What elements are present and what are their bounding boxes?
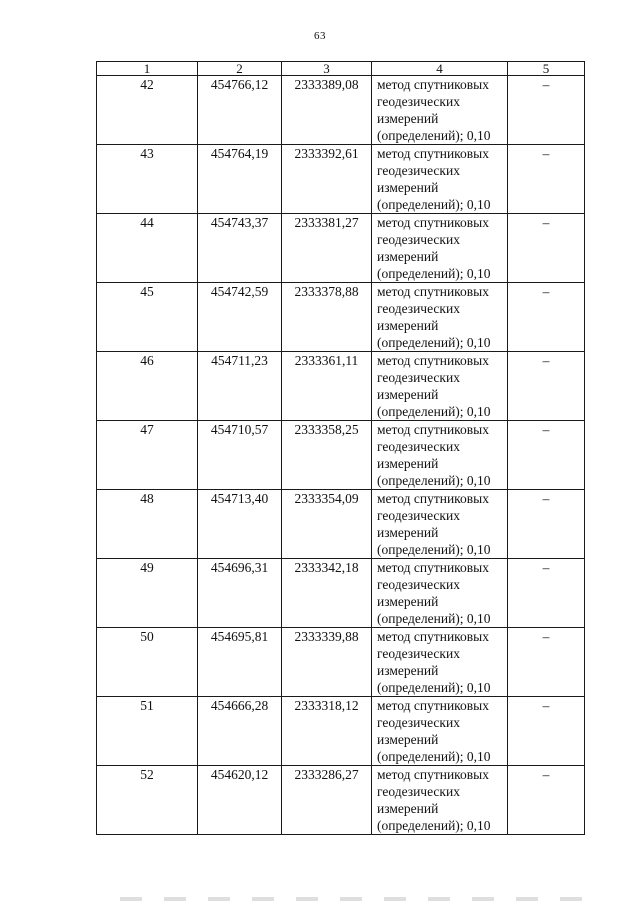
x-coordinate-cell: 454666,28 xyxy=(198,697,282,766)
header-col-2: 2 xyxy=(198,62,282,76)
method-line: метод спутниковых xyxy=(377,77,489,92)
y-coordinate-cell: 2333342,18 xyxy=(282,559,372,628)
note-cell: – xyxy=(508,697,585,766)
method-cell xyxy=(372,421,508,490)
x-coordinate-cell: 454742,59 xyxy=(198,283,282,352)
method-line: метод спутниковых xyxy=(377,353,489,368)
method-line: метод спутниковых xyxy=(377,767,489,782)
point-number-cell: 51 xyxy=(97,697,198,766)
y-coordinate-cell: 2333381,27 xyxy=(282,214,372,283)
method-line: метод спутниковых xyxy=(377,491,489,506)
method-line: геодезических xyxy=(377,577,460,592)
table-row xyxy=(97,559,585,628)
method-cell xyxy=(372,766,508,835)
table-row xyxy=(97,76,585,145)
point-number-cell: 47 xyxy=(97,421,198,490)
method-line: (определений); 0,10 xyxy=(377,680,491,695)
y-coordinate-cell: 2333392,61 xyxy=(282,145,372,214)
y-coordinate-cell: 2333378,88 xyxy=(282,283,372,352)
y-coordinate-cell: 2333318,12 xyxy=(282,697,372,766)
method-line: измерений xyxy=(377,525,439,540)
y-coordinate-cell: 2333354,09 xyxy=(282,490,372,559)
x-coordinate-cell: 454695,81 xyxy=(198,628,282,697)
table-header xyxy=(97,62,585,76)
x-coordinate-cell: 454711,23 xyxy=(198,352,282,421)
method-line: измерений xyxy=(377,318,439,333)
method-line: геодезических xyxy=(377,163,460,178)
point-number-cell: 48 xyxy=(97,490,198,559)
y-coordinate-cell: 2333358,25 xyxy=(282,421,372,490)
header-col-4: 4 xyxy=(372,62,508,76)
method-cell xyxy=(372,145,508,214)
point-number-cell: 49 xyxy=(97,559,198,628)
method-line: измерений xyxy=(377,249,439,264)
method-line: (определений); 0,10 xyxy=(377,818,491,833)
method-line: метод спутниковых xyxy=(377,629,489,644)
method-line: (определений); 0,10 xyxy=(377,335,491,350)
y-coordinate-cell: 2333361,11 xyxy=(282,352,372,421)
page-number: 63 xyxy=(314,30,326,42)
table-row xyxy=(97,283,585,352)
point-number-cell: 46 xyxy=(97,352,198,421)
table-body xyxy=(97,76,585,835)
y-coordinate-cell: 2333389,08 xyxy=(282,76,372,145)
method-line: геодезических xyxy=(377,646,460,661)
y-coordinate-cell: 2333286,27 xyxy=(282,766,372,835)
method-line: измерений xyxy=(377,387,439,402)
method-line: геодезических xyxy=(377,232,460,247)
note-cell: – xyxy=(508,628,585,697)
point-number-cell: 45 xyxy=(97,283,198,352)
table-row xyxy=(97,628,585,697)
note-cell: – xyxy=(508,766,585,835)
table-row xyxy=(97,490,585,559)
header-row xyxy=(97,62,585,76)
method-line: измерений xyxy=(377,732,439,747)
note-cell: – xyxy=(508,421,585,490)
method-cell xyxy=(372,628,508,697)
method-line: метод спутниковых xyxy=(377,284,489,299)
point-number-cell: 42 xyxy=(97,76,198,145)
table-row xyxy=(97,145,585,214)
note-cell: – xyxy=(508,76,585,145)
method-line: (определений); 0,10 xyxy=(377,749,491,764)
point-number-cell: 43 xyxy=(97,145,198,214)
method-line: (определений); 0,10 xyxy=(377,197,491,212)
table-row xyxy=(97,421,585,490)
method-line: (определений); 0,10 xyxy=(377,473,491,488)
note-cell: – xyxy=(508,283,585,352)
x-coordinate-cell: 454766,12 xyxy=(198,76,282,145)
note-cell: – xyxy=(508,145,585,214)
header-col-1: 1 xyxy=(97,62,198,76)
method-line: геодезических xyxy=(377,301,460,316)
x-coordinate-cell: 454696,31 xyxy=(198,559,282,628)
method-line: геодезических xyxy=(377,784,460,799)
table-row xyxy=(97,766,585,835)
point-number-cell: 50 xyxy=(97,628,198,697)
method-cell xyxy=(372,283,508,352)
y-coordinate-cell: 2333339,88 xyxy=(282,628,372,697)
note-cell: – xyxy=(508,490,585,559)
method-line: измерений xyxy=(377,801,439,816)
x-coordinate-cell: 454620,12 xyxy=(198,766,282,835)
method-line: метод спутниковых xyxy=(377,560,489,575)
table-row xyxy=(97,214,585,283)
method-line: метод спутниковых xyxy=(377,146,489,161)
note-cell: – xyxy=(508,559,585,628)
point-number-cell: 44 xyxy=(97,214,198,283)
x-coordinate-cell: 454713,40 xyxy=(198,490,282,559)
table-row xyxy=(97,352,585,421)
method-cell xyxy=(372,76,508,145)
method-line: геодезических xyxy=(377,370,460,385)
method-line: измерений xyxy=(377,594,439,609)
method-line: (определений); 0,10 xyxy=(377,128,491,143)
note-cell: – xyxy=(508,214,585,283)
point-number-cell: 52 xyxy=(97,766,198,835)
method-line: измерений xyxy=(377,111,439,126)
scan-artifact xyxy=(120,897,590,901)
header-col-5: 5 xyxy=(508,62,585,76)
method-line: метод спутниковых xyxy=(377,698,489,713)
note-cell: – xyxy=(508,352,585,421)
method-line: (определений); 0,10 xyxy=(377,611,491,626)
method-cell xyxy=(372,559,508,628)
method-line: геодезических xyxy=(377,715,460,730)
method-cell xyxy=(372,214,508,283)
method-line: метод спутниковых xyxy=(377,215,489,230)
method-line: геодезических xyxy=(377,508,460,523)
method-line: измерений xyxy=(377,180,439,195)
method-line: геодезических xyxy=(377,94,460,109)
table-row xyxy=(97,697,585,766)
coordinates-table xyxy=(96,61,585,835)
method-line: (определений); 0,10 xyxy=(377,542,491,557)
method-cell xyxy=(372,697,508,766)
method-line: измерений xyxy=(377,456,439,471)
x-coordinate-cell: 454710,57 xyxy=(198,421,282,490)
method-line: измерений xyxy=(377,663,439,678)
method-line: геодезических xyxy=(377,439,460,454)
x-coordinate-cell: 454764,19 xyxy=(198,145,282,214)
method-cell xyxy=(372,352,508,421)
method-line: (определений); 0,10 xyxy=(377,404,491,419)
header-col-3: 3 xyxy=(282,62,372,76)
x-coordinate-cell: 454743,37 xyxy=(198,214,282,283)
method-cell xyxy=(372,490,508,559)
method-line: (определений); 0,10 xyxy=(377,266,491,281)
method-line: метод спутниковых xyxy=(377,422,489,437)
